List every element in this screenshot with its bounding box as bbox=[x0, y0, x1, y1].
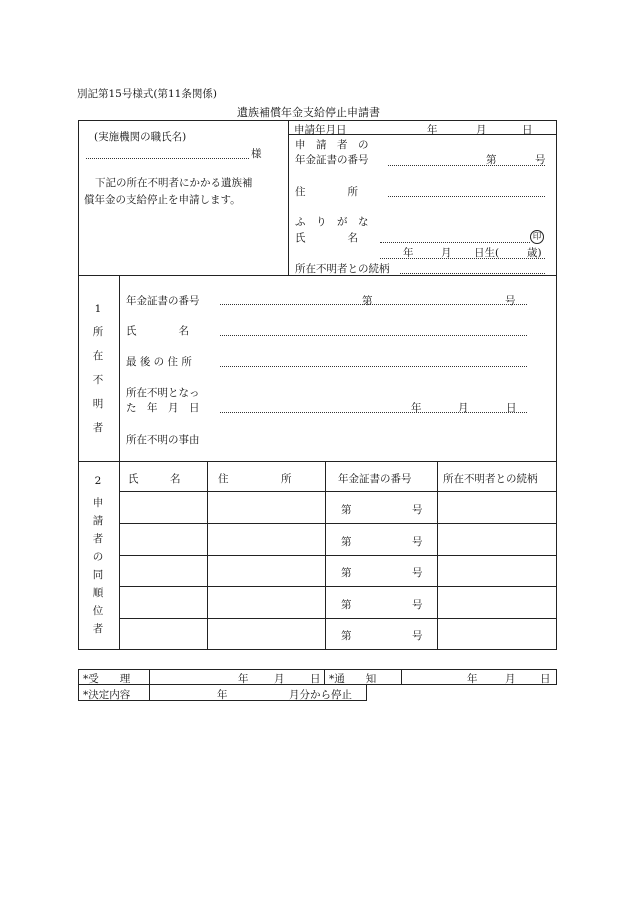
birth-day: 日生( bbox=[474, 247, 500, 259]
row-dai: 第 bbox=[341, 504, 352, 516]
apply-year: 年 bbox=[427, 124, 438, 136]
section2-char: 位 bbox=[92, 605, 104, 617]
form-number: 別記第15号様式(第11条関係) bbox=[77, 88, 217, 100]
agency-label: (実施機関の職氏名) bbox=[94, 131, 187, 143]
relation-field[interactable] bbox=[400, 273, 545, 274]
section2-char: 請 bbox=[92, 515, 104, 527]
section2-char: の bbox=[92, 551, 104, 563]
row-dai: 第 bbox=[341, 536, 352, 548]
age-label: 歳) bbox=[527, 247, 542, 259]
missing-address-label: 最 後 の 住 所 bbox=[126, 356, 192, 368]
notice-label: *通 知 bbox=[329, 673, 377, 685]
section2-char: 申 bbox=[92, 497, 104, 509]
agency-field[interactable] bbox=[86, 158, 249, 159]
applicant-name-field[interactable] bbox=[380, 242, 530, 243]
applicant-cert-label-1: 申 請 者 の bbox=[295, 139, 369, 151]
section2-char: 同 bbox=[92, 569, 104, 581]
row-go: 号 bbox=[412, 536, 423, 548]
seal-mark: 印 bbox=[530, 230, 544, 244]
missing-year: 年 bbox=[411, 402, 422, 414]
form-title: 遺族補償年金支給停止申請書 bbox=[237, 106, 380, 119]
col-header-name: 氏 名 bbox=[128, 473, 181, 485]
missing-date-field[interactable] bbox=[220, 412, 527, 413]
section1-num: 1 bbox=[94, 303, 102, 315]
missing-cert-go: 号 bbox=[505, 295, 516, 307]
notice-year: 年 bbox=[467, 673, 478, 685]
missing-month: 月 bbox=[458, 402, 469, 414]
apply-month: 月 bbox=[476, 124, 487, 136]
apply-day: 日 bbox=[522, 124, 533, 136]
receipt-label: *受 理 bbox=[83, 673, 131, 685]
section2-num: 2 bbox=[94, 475, 102, 487]
furigana-label: ふ り が な bbox=[295, 216, 369, 228]
missing-date-label-2: た 年 月 日 bbox=[126, 402, 200, 414]
col-header-relation: 所在不明者との続柄 bbox=[443, 473, 538, 485]
missing-cert-field[interactable] bbox=[220, 304, 527, 305]
receipt-month: 月 bbox=[274, 673, 285, 685]
missing-day: 日 bbox=[506, 402, 517, 414]
statement-line-2: 償年金の支給停止を申請します。 bbox=[84, 194, 241, 206]
section2-char: 者 bbox=[92, 533, 104, 545]
notice-day: 日 bbox=[540, 673, 551, 685]
section1-char: 所 bbox=[92, 326, 104, 338]
notice-month: 月 bbox=[505, 673, 516, 685]
statement-line-1: 下記の所在不明者にかかる遺族補 bbox=[95, 177, 253, 189]
section1-char: 明 bbox=[92, 398, 104, 410]
receipt-day: 日 bbox=[310, 673, 321, 685]
section2-char: 順 bbox=[92, 587, 104, 599]
missing-cert-label: 年金証書の番号 bbox=[126, 295, 200, 307]
applicant-cert-go: 号 bbox=[535, 154, 546, 166]
section1-char: 在 bbox=[92, 350, 104, 362]
apply-date-label: 申請年月日 bbox=[294, 124, 347, 136]
decision-year: 年 bbox=[217, 689, 228, 701]
decision-suffix: 月分から停止 bbox=[289, 689, 352, 701]
section2-char: 者 bbox=[92, 623, 104, 635]
receipt-year: 年 bbox=[238, 673, 249, 685]
applicant-name-label: 氏 名 bbox=[295, 232, 358, 244]
row-dai: 第 bbox=[341, 567, 352, 579]
missing-name-field[interactable] bbox=[220, 335, 527, 336]
row-go: 号 bbox=[412, 599, 423, 611]
row-dai: 第 bbox=[341, 630, 352, 642]
row-go: 号 bbox=[412, 504, 423, 516]
birth-date-field[interactable] bbox=[380, 258, 545, 259]
birth-year: 年 bbox=[403, 247, 414, 259]
birth-month: 月 bbox=[441, 247, 452, 259]
row-go: 号 bbox=[412, 567, 423, 579]
missing-date-label-1: 所在不明となっ bbox=[126, 387, 200, 399]
row-go: 号 bbox=[412, 630, 423, 642]
section1-char: 者 bbox=[92, 422, 104, 434]
applicant-address-field[interactable] bbox=[388, 196, 545, 197]
row-dai: 第 bbox=[341, 599, 352, 611]
section1-char: 不 bbox=[92, 374, 104, 386]
missing-address-field[interactable] bbox=[220, 366, 527, 367]
applicant-address-label: 住 所 bbox=[295, 186, 358, 198]
missing-cert-dai: 第 bbox=[362, 295, 373, 307]
col-header-cert: 年金証書の番号 bbox=[338, 473, 412, 485]
decision-label: *決定内容 bbox=[83, 689, 131, 701]
sama-label: 様 bbox=[251, 148, 262, 160]
applicant-cert-label-2: 年金証書の番号 bbox=[295, 154, 369, 166]
applicant-cert-dai: 第 bbox=[486, 154, 497, 166]
relation-label: 所在不明者との続柄 bbox=[295, 263, 390, 275]
missing-reason-label: 所在不明の事由 bbox=[126, 434, 200, 446]
applicant-cert-field[interactable] bbox=[388, 165, 545, 166]
missing-name-label: 氏 名 bbox=[126, 325, 189, 337]
col-header-address: 住 所 bbox=[218, 473, 292, 485]
